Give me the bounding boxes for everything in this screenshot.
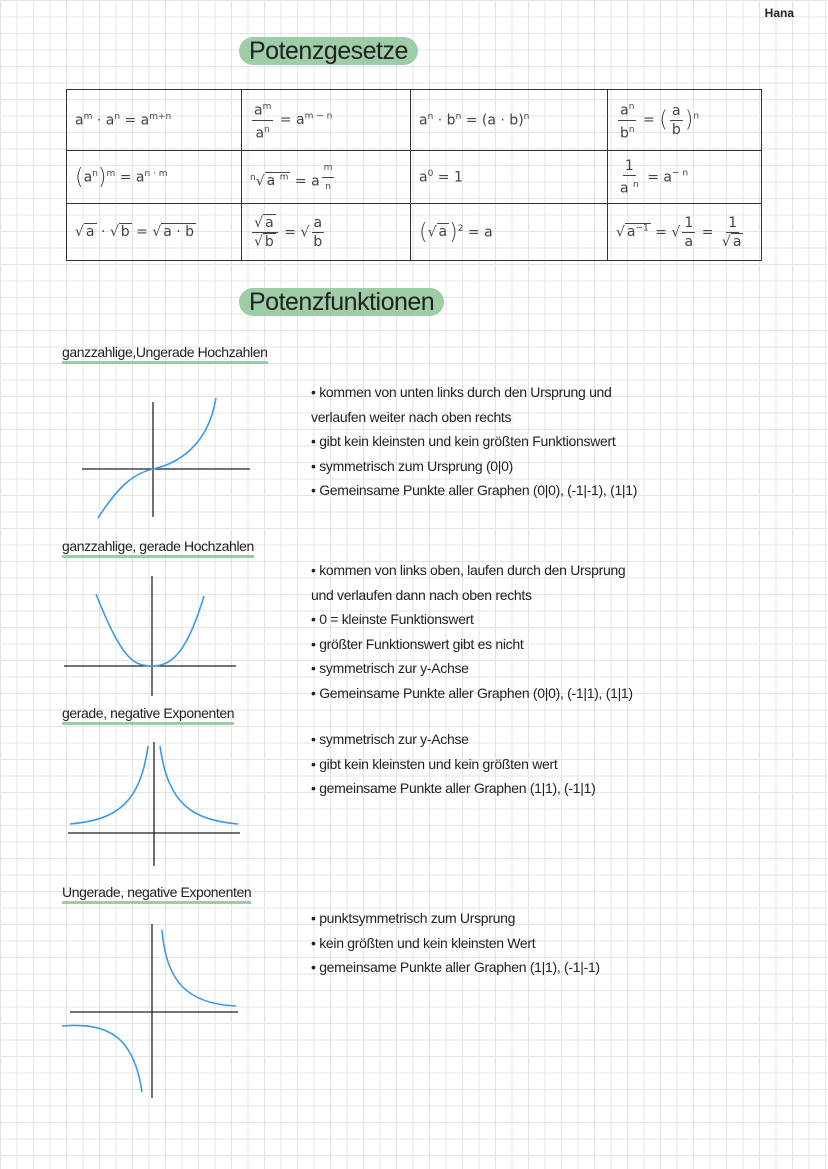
even-negative-power-graph-icon (64, 740, 244, 868)
table-row (67, 90, 762, 151)
section-label-even-negative: gerade, negative Exponenten (62, 705, 234, 725)
even-power-graph-icon (62, 580, 247, 700)
bullet-item: • symmetrisch zur y-Achse (311, 731, 469, 747)
law-cell: $\frac{a^n}{b^n}$ = ( $\frac{a}{b}$ )$^n$ (608, 90, 762, 151)
section-bullets-even-negative (311, 727, 595, 801)
bullet-item: • punktsymmetrisch zum Ursprung (311, 910, 516, 926)
bullet-item: • kommen von links oben, laufen durch den Ursprung (311, 562, 626, 578)
bullet-item: • gemeinsame Punkte aller Graphen (1|1), (-1|1) (311, 780, 596, 796)
bullet-item: • symmetrisch zum Ursprung (0|0) (311, 457, 513, 474)
law-cell: $^n$√ a $^m$ = a $^{\frac{m}{n}}$ (242, 151, 411, 204)
section-bullets-even-powers (311, 558, 633, 705)
title-potenzgesetze: Potenzgesetze (243, 34, 414, 68)
section-bullets-odd-powers (311, 380, 637, 503)
odd-negative-power-graph-icon (60, 920, 245, 1105)
title-potenzfunktionen: Potenzfunktionen (243, 285, 440, 319)
bullet-item: • kommen von unten links durch den Ursprung und (311, 384, 612, 400)
bullet-item: • kein größten und kein kleinsten Wert (311, 934, 536, 951)
law-cell: $\frac{1}{a ^n}$ = $a^{- n}$ (608, 151, 762, 204)
section-label-odd-negative: Ungerade, negative Exponenten (62, 884, 251, 904)
section-bullets-odd-negative (311, 906, 600, 980)
power-laws-table (66, 89, 762, 261)
law-cell: $a^n \cdot b^n = (a \cdot b)^n$ (411, 90, 608, 151)
bullet-item: • gibt kein kleinsten und kein größten Funktionswert (311, 433, 616, 449)
law-cell: $a^m \cdot a^n = a^{m+n}$ (67, 90, 242, 151)
table-row (67, 204, 762, 261)
law-cell: $\frac{√ a}{√ b}$ = √ $\frac{a}{b}$ (242, 204, 411, 261)
bullet-item: • gemeinsame Punkte aller Graphen (1|1), (-1|-1) (311, 959, 600, 975)
law-cell: $a^0 = 1$ (411, 151, 608, 204)
bullet-item: verlaufen weiter nach oben rechts (311, 408, 512, 425)
law-cell: $\frac{a^m}{a^n}$ = $a^{m - n}$ (242, 90, 411, 151)
law-cell: √ a · √ b = √ a · b (67, 204, 242, 261)
law-cell: √ $a^{-1}$ = √ $\frac{1}{a}$ = $\frac{1}{√ a}$ (608, 204, 762, 261)
bullet-item: • Gemeinsame Punkte aller Graphen (0|0), (-1|1), (1|1) (311, 684, 633, 701)
table-row (67, 151, 762, 204)
bullet-item: • größter Funktionswert gibt es nicht (311, 635, 524, 652)
bullet-item: • symmetrisch zur y-Achse (311, 660, 469, 676)
bullet-item: • Gemeinsame Punkte aller Graphen (0|0), (-1|-1), (1|1) (311, 482, 638, 498)
law-cell: (√ a)$^2$ = a (411, 204, 608, 261)
odd-power-graph-icon (70, 392, 260, 522)
author-name: Hana (764, 6, 794, 20)
section-label-odd-powers: ganzzahlige,Ungerade Hochzahlen (62, 344, 268, 364)
law-cell: $(a^n)^m = a^{n \cdot m}$ (67, 151, 242, 204)
bullet-item: • gibt kein kleinsten und kein größten wert (311, 755, 558, 772)
bullet-item: und verlaufen dann nach oben rechts (311, 586, 532, 603)
bullet-item: • 0 = kleinste Funktionswert (311, 611, 474, 627)
section-label-even-powers: ganzzahlige, gerade Hochzahlen (62, 538, 254, 558)
